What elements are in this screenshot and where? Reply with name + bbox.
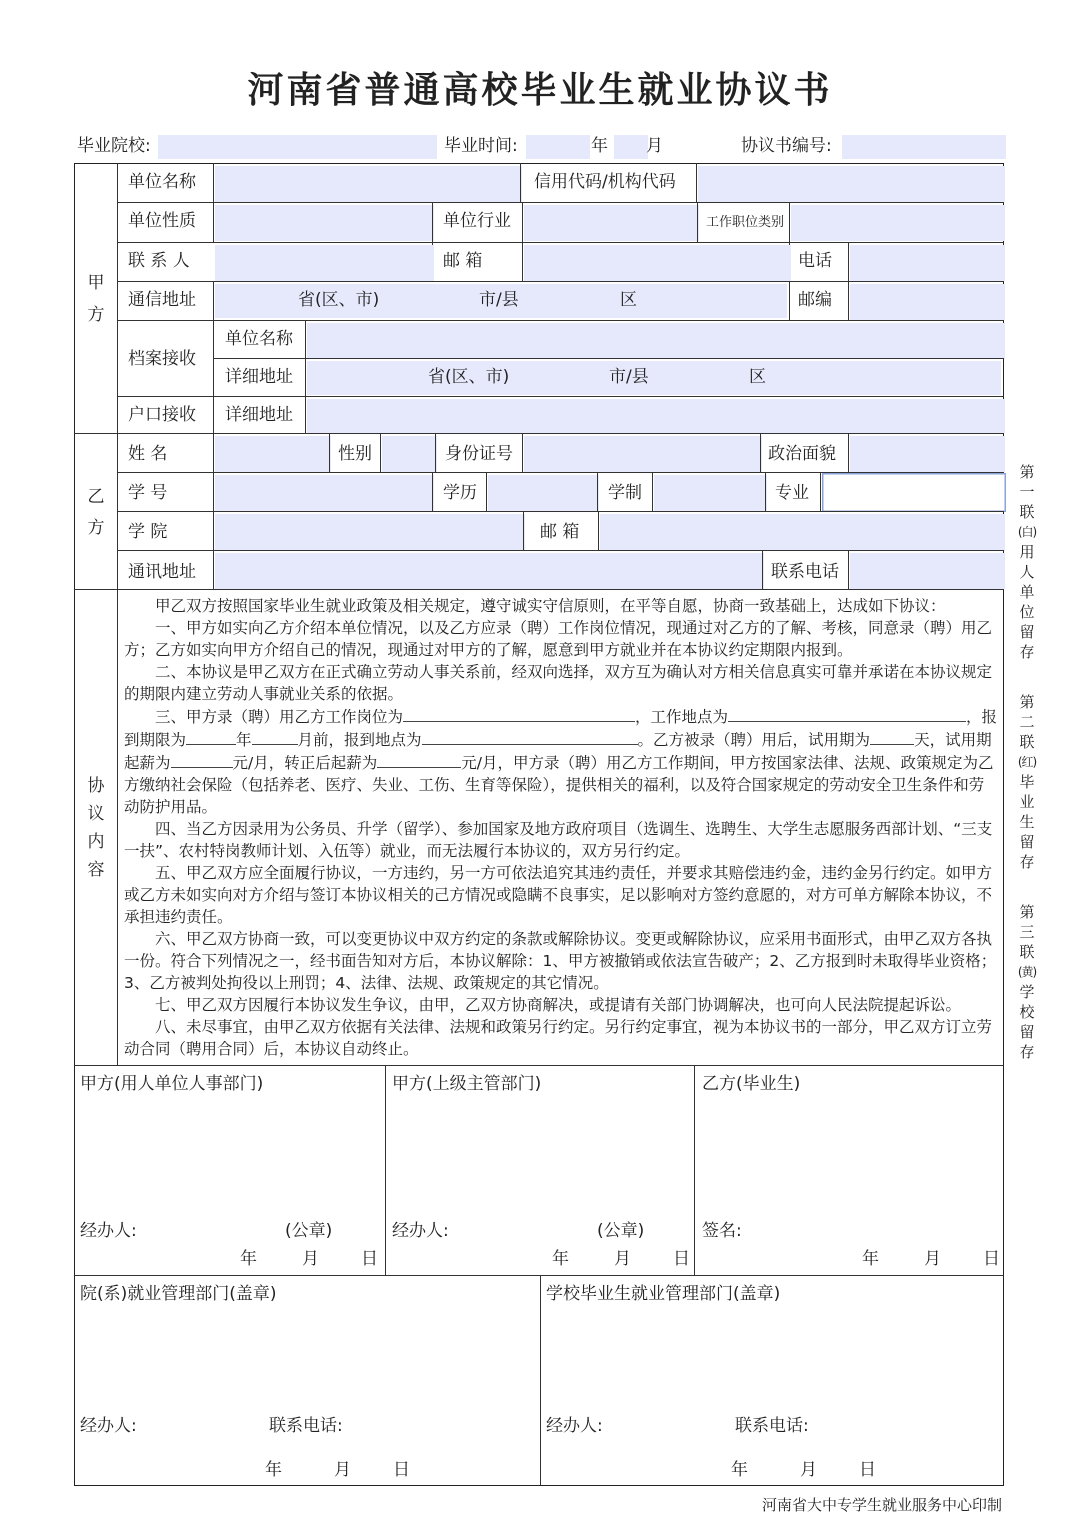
party-b-label-1: 乙 (87, 487, 105, 507)
student-no-label: 学 号 (128, 483, 168, 503)
year-label: 年 (591, 136, 608, 156)
dept-year: 年 (265, 1460, 282, 1480)
archive-unit-label: 单位名称 (225, 329, 293, 349)
sig-a-sup-month: 月 (614, 1249, 631, 1269)
sig-b-month: 月 (924, 1249, 941, 1269)
unit-name-label: 单位名称 (128, 172, 196, 192)
gender-field[interactable] (382, 436, 437, 472)
email-field[interactable] (524, 245, 791, 281)
sig-a-hr-handler: 经办人: (80, 1221, 137, 1241)
district-label: 区 (620, 290, 637, 310)
content-label-1: 协 (87, 776, 105, 796)
copy-label-char: (红) (1017, 755, 1037, 769)
school-dept-month: 月 (800, 1460, 817, 1480)
id-no-label: 身份证号 (445, 444, 513, 464)
major-label: 专业 (775, 483, 809, 503)
footer-printer: 河南省大中专学生就业服务中心印制 (761, 1496, 1002, 1514)
copy-label-char: 存 (1019, 853, 1035, 871)
unit-nature-label: 单位性质 (128, 211, 196, 231)
clause-2: 二、本协议是甲乙双方在正式确立劳动人事关系前，经双向选择，双方互为确认对方相关信息真实可靠并承诺在本协议规定的期限内建立劳动人事就业关系的依据。 (124, 663, 993, 703)
college-label: 学 院 (128, 522, 168, 542)
grad-time-label: 毕业时间: (444, 136, 518, 156)
archive-unit-field[interactable] (307, 323, 1005, 359)
job-category-field[interactable] (791, 205, 1005, 241)
schooling-field[interactable] (654, 475, 767, 512)
report-place-blank[interactable] (422, 728, 638, 745)
phone-label: 电话 (798, 251, 832, 271)
province-label: 省(区、市) (298, 290, 380, 310)
archive-address-field[interactable] (307, 361, 1001, 395)
contact-phone-field[interactable] (850, 553, 1005, 589)
dept-month: 月 (334, 1460, 351, 1480)
student-no-field[interactable] (215, 475, 434, 512)
copy-label-char: 毕 (1019, 773, 1035, 791)
party-b-label-2: 方 (87, 518, 105, 538)
agreement-clauses (124, 595, 998, 1060)
dept-phone: 联系电话: (269, 1416, 343, 1436)
work-place-blank[interactable] (728, 705, 966, 722)
school-field[interactable] (158, 135, 437, 159)
clause-intro: 甲乙双方按照国家毕业生就业政策及相关规定，遵守诚实守信原则，在平等自愿，协商一致基础上，达成如下协议： (155, 597, 946, 615)
phone-field[interactable] (850, 245, 1005, 281)
comm-address-label: 通讯地址 (128, 562, 196, 582)
sig-b-sign: 签名: (702, 1221, 742, 1241)
copy-label-char: 第 (1019, 463, 1035, 481)
content-label-3: 内 (87, 832, 105, 852)
postcode-field[interactable] (850, 284, 1005, 320)
copy-label-char: 校 (1019, 1003, 1035, 1021)
contact-phone-label: 联系电话 (771, 562, 839, 582)
college-field[interactable] (215, 514, 525, 551)
sig-a-hr-month: 月 (302, 1249, 319, 1269)
copy-label-char: (白) (1017, 525, 1037, 539)
copy-label-char: 联 (1019, 943, 1035, 961)
job-position-blank[interactable] (403, 705, 635, 722)
copy-label-char: 第 (1019, 903, 1035, 921)
credit-code-label: 信用代码/机构代码 (534, 172, 676, 192)
copy-label-char: 留 (1019, 1023, 1035, 1041)
content-label-4: 容 (87, 860, 105, 880)
copy-label-second (1016, 692, 1038, 872)
clause-1: 一、甲方如实向乙方介绍本单位情况，以及乙方应录（聘）工作岗位情况，现通过对乙方的了解、考核，同意录（聘）用乙方；乙方如实向甲方介绍自己的情况，现通过对甲方的了解，愿意到甲方就业并在本协议约定期限内报到。 (124, 619, 993, 659)
school-label: 毕业院校: (77, 136, 151, 156)
name-field[interactable] (215, 436, 331, 472)
month-label: 月 (646, 136, 663, 156)
sig-a-sup-day: 日 (673, 1249, 690, 1269)
sig-a-hr-seal: (公章) (285, 1221, 333, 1241)
copy-label-char: 第 (1019, 693, 1035, 711)
archive-city-label: 市/县 (609, 367, 649, 387)
contact-label: 联 系 人 (128, 251, 190, 271)
email-label: 邮 箱 (443, 251, 483, 271)
archive-label: 档案接收 (128, 349, 196, 369)
report-month-blank[interactable] (252, 728, 298, 745)
sig-a-hr-label: 甲方(用人单位人事部门) (80, 1074, 264, 1094)
sig-a-sup-seal: (公章) (597, 1221, 645, 1241)
hukou-address-label: 详细地址 (225, 405, 293, 425)
mailbox-field[interactable] (600, 514, 1005, 551)
school-dept-label: 学校毕业生就业管理部门(盖章) (546, 1284, 781, 1304)
political-field[interactable] (850, 436, 1005, 472)
unit-industry-label: 单位行业 (443, 211, 511, 231)
unit-industry-field[interactable] (524, 205, 699, 241)
grad-year-field[interactable] (526, 135, 590, 159)
political-label: 政治面貌 (768, 444, 836, 464)
copy-label-char: 存 (1019, 643, 1035, 661)
agreement-no-field[interactable] (842, 135, 1006, 159)
education-label: 学历 (443, 483, 477, 503)
sig-b-grad-label: 乙方(毕业生) (702, 1074, 801, 1094)
copy-label-char: 人 (1019, 563, 1035, 581)
archive-district-label: 区 (749, 367, 766, 387)
copy-label-char: 生 (1019, 813, 1035, 831)
name-label: 姓 名 (128, 444, 168, 464)
schooling-label: 学制 (608, 483, 642, 503)
copy-label-char: 位 (1019, 603, 1035, 621)
school-dept-day: 日 (859, 1460, 876, 1480)
grad-month-field[interactable] (614, 135, 648, 159)
sig-a-hr-year: 年 (240, 1249, 257, 1269)
clause-3: 三、甲方录（聘）用乙方工作岗位为 ，工作地点为 ，报到期限为 年 月前，报到地点为 。乙方被录（聘）用后，试用期为 天，试用期起薪为 元/月，转正后起薪为 元/月，甲方录（聘）用乙方工作期间，甲方按国家法律、法规、政策规定为乙方缴纳社会保险（包括养老、医疗、失业、工伤、生育等保险），提供相关的福利，以及符合国家规定的劳动安全卫生条件和劳动防护用品。 (124, 705, 998, 818)
agreement-no-label: 协议书编号: (741, 136, 832, 156)
hukou-address-field[interactable] (307, 399, 1005, 433)
dept-handler: 经办人: (80, 1416, 137, 1436)
copy-label-char: 一 (1019, 483, 1035, 501)
copy-label-char: 三 (1019, 923, 1035, 941)
city-label: 市/县 (479, 290, 519, 310)
copy-label-char: 留 (1019, 623, 1035, 641)
education-field[interactable] (488, 475, 599, 512)
contact-field[interactable] (215, 245, 434, 281)
report-year-blank[interactable] (186, 728, 236, 745)
mailbox-label: 邮 箱 (540, 522, 580, 542)
postcode-label: 邮编 (798, 290, 832, 310)
sig-a-sup-label: 甲方(上级主管部门) (392, 1074, 542, 1094)
sig-b-day: 日 (983, 1249, 1000, 1269)
copy-label-char: 留 (1019, 833, 1035, 851)
major-field[interactable] (822, 473, 1006, 512)
copy-label-char: 联 (1019, 733, 1035, 751)
probation-salary-blank[interactable] (171, 751, 233, 768)
unit-nature-field[interactable] (215, 205, 434, 241)
sig-a-sup-handler: 经办人: (392, 1221, 449, 1241)
comm-address-field[interactable] (215, 553, 764, 589)
dept-label: 院(系)就业管理部门(盖章) (80, 1284, 277, 1304)
clause-7: 七、甲乙双方因履行本协议发生争议，由甲，乙双方协商解决，或提请有关部门协调解决，也可向人民法院提起诉讼。 (155, 996, 962, 1014)
sig-a-hr-day: 日 (361, 1249, 378, 1269)
hukou-label: 户口接收 (128, 405, 196, 425)
party-a-label-2: 方 (87, 305, 105, 325)
copy-label-char: 业 (1019, 793, 1035, 811)
gender-label: 性别 (338, 444, 372, 464)
school-dept-year: 年 (731, 1460, 748, 1480)
content-label-2: 议 (87, 804, 105, 824)
sig-a-sup-year: 年 (552, 1249, 569, 1269)
copy-label-char: 单 (1019, 583, 1035, 601)
id-no-field[interactable] (524, 436, 762, 472)
school-dept-handler: 经办人: (546, 1416, 603, 1436)
dept-day: 日 (393, 1460, 410, 1480)
unit-name-field[interactable] (215, 166, 522, 202)
address-label: 通信地址 (128, 290, 196, 310)
credit-code-field[interactable] (698, 166, 1005, 202)
sig-b-year: 年 (862, 1249, 879, 1269)
archive-address-label: 详细地址 (225, 367, 293, 387)
page-title: 河南省普通高校毕业生就业协议书 (247, 70, 833, 111)
copy-label-first (1016, 462, 1038, 662)
clause-4: 四、当乙方因录用为公务员、升学（留学）、参加国家及地方政府项目（选调生、选聘生、大学生志愿服务西部计划、“三支一扶”、农村特岗教师计划、入伍等）就业，而无法履行本协议的，双方另行约定。 (124, 820, 993, 860)
probation-days-blank[interactable] (870, 728, 914, 745)
clause-6: 六、甲乙双方协商一致，可以变更协议中双方约定的条款或解除协议。变更或解除协议，应采用书面形式，由甲乙双方各执一份。符合下列情况之一，经书面告知对方后，本协议解除：1、甲方被撤销或依法宣告破产；2、乙方报到时未取得毕业资格；3、乙方被判处拘役以上刑罚；4、法律、法规、政策规定的其它情况。 (124, 930, 997, 992)
party-a-label-1: 甲 (87, 273, 105, 293)
copy-label-char: (黄) (1017, 965, 1037, 979)
school-dept-phone: 联系电话: (735, 1416, 809, 1436)
copy-label-char: 存 (1019, 1043, 1035, 1061)
regular-salary-blank[interactable] (377, 751, 461, 768)
job-category-label: 工作职位类别 (706, 215, 785, 230)
copy-label-char: 联 (1019, 503, 1035, 521)
clause-8: 八、未尽事宜，由甲乙双方依据有关法律、法规和政策另行约定。另行约定事宜，视为本协议书的一部分，甲乙双方订立劳动合同（聘用合同）后，本协议自动终止。 (124, 1018, 993, 1058)
copy-label-third (1016, 902, 1038, 1062)
copy-label-char: 用 (1019, 543, 1035, 561)
archive-province-label: 省(区、市) (428, 367, 510, 387)
copy-label-char: 学 (1019, 983, 1035, 1001)
copy-label-char: 二 (1019, 713, 1035, 731)
clause-5: 五、甲乙双方应全面履行协议，一方违约，另一方可依法追究其违约责任，并要求其赔偿违约金，违约金另行约定。如甲方或乙方未如实向对方介绍与签订本协议相关的己方情况或隐瞒不良事实，足以影响对方签约意愿的，对方可单方解除本协议，不承担违约责任。 (124, 864, 993, 926)
